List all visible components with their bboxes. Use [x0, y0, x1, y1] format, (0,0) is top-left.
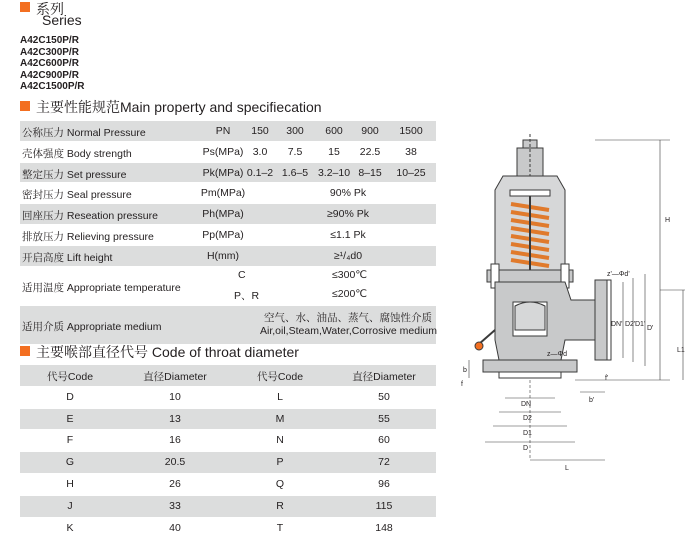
temperature-material: C	[238, 268, 246, 281]
throat-diameter: 10	[169, 390, 181, 403]
dim-L1: L1	[677, 347, 685, 354]
spec-row	[20, 225, 436, 246]
series-heading: 系列	[36, 1, 64, 17]
throat-diameter: 13	[169, 412, 181, 425]
throat-diameter: 33	[169, 499, 181, 512]
spec-row	[20, 142, 436, 163]
spec-value: 900	[361, 125, 379, 137]
spec-value: ≥¹/₄d0	[333, 249, 363, 262]
throat-code: R	[276, 499, 284, 512]
valve-drawing	[455, 130, 695, 470]
spec-label: 公称压力 Normal Pressure	[22, 127, 146, 139]
spec-value: 22.5	[359, 145, 381, 158]
lever-knob	[475, 342, 483, 350]
spec-row	[20, 246, 436, 267]
throat-code: G	[65, 456, 75, 469]
dim-D1p: D1'	[635, 321, 646, 328]
dim-D: D	[523, 445, 529, 452]
spec-bullet	[20, 101, 30, 111]
spec-row	[20, 183, 436, 204]
throat-code: P	[276, 456, 284, 469]
outlet-flange	[595, 280, 607, 360]
medium-cn: 空气、水、油品、蒸气、腐蚀性介质	[264, 311, 432, 324]
spec-value: 600	[325, 125, 343, 137]
throat-diameter: 26	[169, 477, 181, 490]
spec-value: 8–15	[358, 166, 382, 179]
throat-diameter: 16	[169, 434, 181, 447]
dim-b: b	[463, 367, 467, 374]
dim-bp: b'	[589, 397, 595, 404]
spec-label: 密封压力 Seal pressure	[22, 189, 132, 202]
model-item: A42C600P/R	[20, 58, 79, 69]
dim-fp: f'	[605, 375, 609, 382]
spec-value: 1.6–5	[281, 166, 309, 179]
throat-diameter: 60	[378, 434, 390, 447]
throat-diameter: 50	[378, 390, 390, 403]
spec-row	[20, 121, 436, 142]
throat-diameter: 55	[378, 412, 390, 425]
throat-bullet	[20, 346, 30, 356]
dim-f: f	[461, 381, 463, 388]
spec-symbol: Pp(MPa)	[202, 228, 244, 241]
throat-code: H	[66, 477, 74, 490]
spec-row	[20, 163, 436, 184]
temperature-material: P、R	[234, 289, 260, 302]
model-item: A42C150P/R	[20, 35, 79, 46]
spec-symbol: Pk(MPa)	[202, 166, 244, 179]
spec-row-medium	[20, 306, 436, 345]
spec-label: 壳体强度 Body strength	[22, 147, 132, 160]
throat-row	[20, 452, 436, 474]
spec-label: 适用介质 Appropriate medium	[22, 320, 162, 333]
spec-symbol: Ph(MPa)	[202, 208, 244, 221]
throat-header: 代号Code	[256, 371, 304, 383]
model-item: A42C300P/R	[20, 46, 79, 58]
throat-code: K	[66, 521, 74, 534]
throat-code: D	[66, 390, 74, 403]
spec-row	[20, 204, 436, 225]
throat-row	[20, 474, 436, 496]
throat-diameter: 20.5	[164, 456, 186, 469]
throat-header: 直径Diameter	[352, 371, 416, 383]
throat-row	[20, 496, 436, 518]
spec-value: 15	[328, 145, 340, 158]
model-list	[20, 35, 84, 93]
dim-zd: z—Φd	[547, 351, 567, 358]
spec-symbol: Ps(MPa)	[202, 145, 244, 158]
throat-code: E	[66, 412, 74, 425]
throat-row	[20, 430, 436, 452]
spec-row-temperature	[20, 267, 436, 306]
throat-diameter: 40	[169, 521, 181, 534]
spec-value: 300	[286, 125, 304, 137]
throat-row	[20, 387, 436, 409]
spec-label: 回座压力 Reseation pressure	[22, 210, 158, 223]
spec-value: 7.5	[287, 145, 303, 158]
spec-symbol: H(mm)	[206, 249, 240, 262]
spec-value: ≤1.1 Pk	[330, 228, 366, 241]
dim-zdp: z'—Φd'	[607, 271, 630, 278]
series-subtitle: Series	[42, 12, 82, 28]
temperature-value: ≤200℃	[332, 287, 368, 300]
spec-value: 1500	[399, 125, 423, 137]
throat-header-row	[20, 365, 436, 387]
dim-D2p: D2'	[625, 321, 636, 328]
spec-label: 整定压力 Set pressure	[22, 168, 127, 181]
dim-DN: DN	[521, 401, 532, 408]
throat-code: Q	[275, 477, 285, 490]
spec-label: 开启高度 Lift height	[22, 251, 113, 264]
dim-L: L	[565, 465, 569, 470]
throat-diameter: 72	[378, 456, 390, 469]
throat-code: M	[275, 412, 285, 425]
throat-code: J	[67, 499, 73, 512]
throat-code: T	[276, 521, 284, 534]
throat-row	[20, 409, 436, 431]
dim-Dp: D'	[647, 325, 654, 332]
spec-value: 150	[251, 125, 269, 137]
dim-D2: D2	[523, 415, 532, 422]
throat-code: L	[277, 390, 283, 403]
inlet-flange	[483, 360, 577, 372]
spec-value: 3.0	[252, 145, 268, 158]
dim-D1: D1	[523, 430, 532, 437]
throat-heading: 主要喉部直径代号 Code of throat diameter	[36, 344, 299, 360]
model-item: A42C900P/R	[20, 69, 79, 81]
spec-symbol: Pm(MPa)	[200, 187, 246, 200]
throat-header: 代号Code	[46, 371, 94, 383]
throat-code: N	[276, 434, 284, 447]
throat-table	[20, 365, 436, 539]
spec-value: 90% Pk	[329, 187, 367, 200]
bonnet-flange	[487, 270, 573, 282]
spec-heading: 主要性能规范Main property and specifiecation	[36, 99, 322, 115]
throat-code: F	[66, 434, 74, 447]
medium-en: Air,oil,Steam,Water,Corrosive medium	[260, 324, 437, 337]
temperature-value: ≤300℃	[332, 268, 368, 281]
spec-value: 38	[405, 145, 417, 158]
throat-diameter: 148	[375, 521, 393, 534]
spec-label: 排放压力 Relieving pressure	[22, 230, 154, 243]
spec-label: 适用温度 Appropriate temperature	[22, 281, 181, 294]
throat-header: 直径Diameter	[143, 371, 207, 383]
spec-value: 3.2–10	[317, 166, 351, 179]
throat-diameter: 115	[375, 499, 393, 512]
spec-value: 10–25	[396, 166, 426, 179]
model-item: A42C1500P/R	[20, 81, 85, 92]
spec-value: 0.1–2	[246, 166, 274, 179]
series-bullet	[20, 2, 30, 12]
dim-DNp: DN'	[611, 321, 623, 328]
spec-symbol: PN	[215, 125, 231, 137]
throat-diameter: 96	[378, 477, 390, 490]
spec-table	[20, 121, 436, 345]
throat-row	[20, 518, 436, 539]
spec-value: ≥90% Pk	[327, 208, 369, 221]
dim-H: H	[665, 217, 671, 224]
